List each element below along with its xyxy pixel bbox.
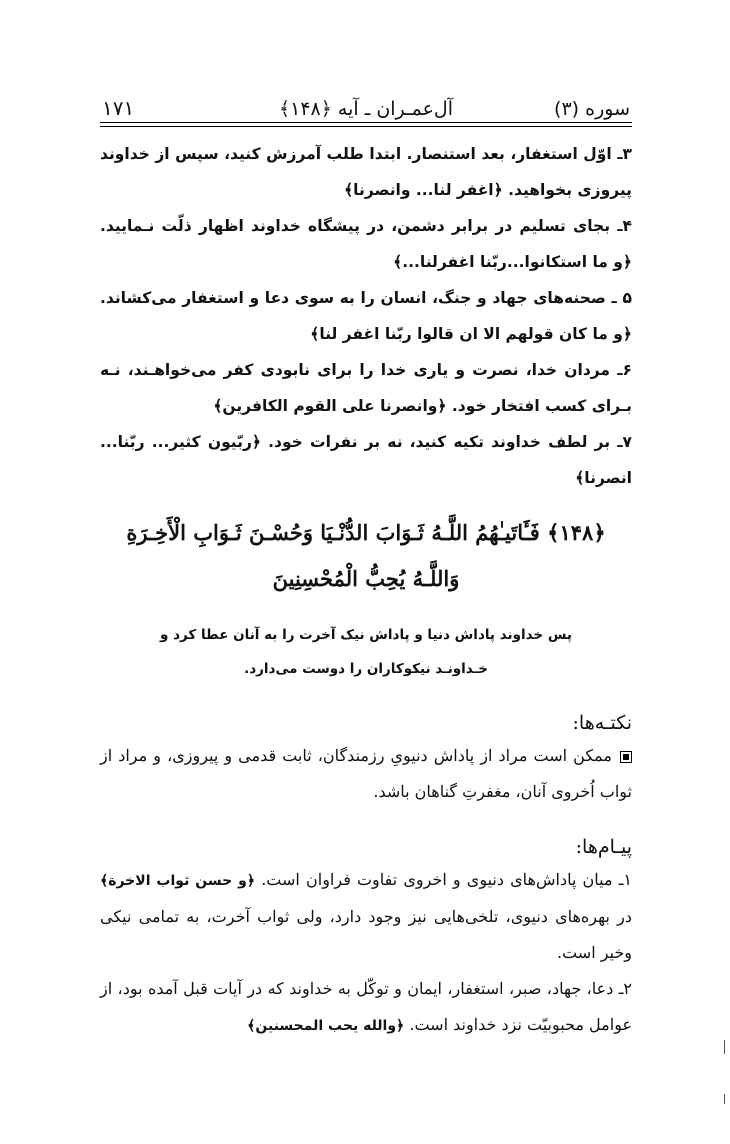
- point-4: ۴ـ بجای تسلیم در برابر دشمن، در پیشگاه خداوند اظهار ذلّت نـمایید. ﴿و ما استکانوا...ربّنا اغفرلنا...﴾: [100, 217, 632, 271]
- message-quote: ﴿و حسن ثواب الاخرة﴾: [100, 873, 256, 889]
- margin-marks: [724, 1040, 726, 1144]
- header-divider: [100, 122, 632, 123]
- point-5: ۵ ـ صحنه‌های جهاد و جنگ، انسان را به سوی دعا و استغفار می‌کشاند. ﴿و ما کان قولهم الا ان قالوا ربّنا اغفر لنا﴾: [100, 289, 632, 343]
- note-item: [100, 738, 632, 810]
- point-6: ۶ـ مردان خدا، نصرت و یاری خدا را برای نابودی کفر می‌خواهـند، نـه بـرای کسب افتخار خود. ﴿وانصرنا علی القوم الکافرین﴾: [100, 361, 632, 415]
- header-divider-thin: [100, 126, 632, 127]
- message-item-2: [100, 971, 632, 1044]
- verse-translation: پس خداوند پاداش دنیا و پاداش نیک آخرت را به آنان عطا کرد و خـداونـد نیکوکاران را دوست می‌دارد.: [160, 627, 572, 677]
- margin-tick: [724, 1094, 725, 1104]
- point-3: ۳ـ اوّل استغفار، بعد استنصار. ابتدا طلب آمرزش کنید، سپس از خداوند پیروزی بخواهید. ﴿اغفر لنا... وانصرنا﴾: [100, 145, 632, 199]
- message-quote: ﴿والله یحب المحسنین﴾: [247, 1018, 405, 1034]
- page-number: ۱۷۱: [102, 96, 135, 120]
- message-text: ۲ـ دعا، جهاد، صبر، استغفار، ایمان و توکّل به خداوند که در آیات قبل آمده بود، از عوامل محبوبیّت نزد خداوند است.: [100, 979, 632, 1034]
- message-text: ۱ـ میان پاداش‌های دنیوی و اخروی تفاوت فراوان است.: [261, 870, 632, 889]
- surah-label: سوره (۳): [554, 98, 630, 120]
- square-bullet-icon: [620, 751, 632, 763]
- page-header: [102, 88, 630, 120]
- message-rest: در بهره‌های دنیوی، تلخی‌هایی نیز وجود دارد، ولی ثواب آخرت، به تمامی نیکی وخیر است.: [100, 907, 632, 962]
- message-item-1: [100, 862, 632, 971]
- verse-text: فَـَٔاتَیـٰهُمُ اللَّـهُ ثَـوَابَ الدُّنْـیَا وَحُسْـنَ ثَـوَابِ الْأَخِـرَةِ وَاللَّـهُ یُحِبُّ الْمُحْسِنِینَ: [126, 520, 540, 591]
- verse-number: ﴿۱۴۸﴾: [547, 520, 606, 545]
- notes-title: نکتـه‌ها:: [572, 712, 632, 734]
- messages-title: پیـام‌ها:: [575, 836, 632, 858]
- page-content: [100, 136, 632, 1044]
- quran-verse: [100, 510, 632, 602]
- chapter-title: آل‌عمـران ـ آیه ﴿۱۴۸﴾: [278, 98, 454, 120]
- margin-tick: [724, 1040, 725, 1054]
- note-text: ممکن است مراد از پاداش دنیویِ رزمندگان، ثابت قدمی و پیروزی، و مراد از ثواب اُخروی آنان، مغفرتِ گناهان باشد.: [100, 746, 632, 801]
- point-7: ۷ـ بر لطف خداوند تکیه کنید، نه بر نفرات خود. ﴿ربّیون کثیر... ربّنا... انصرنا﴾: [100, 433, 632, 487]
